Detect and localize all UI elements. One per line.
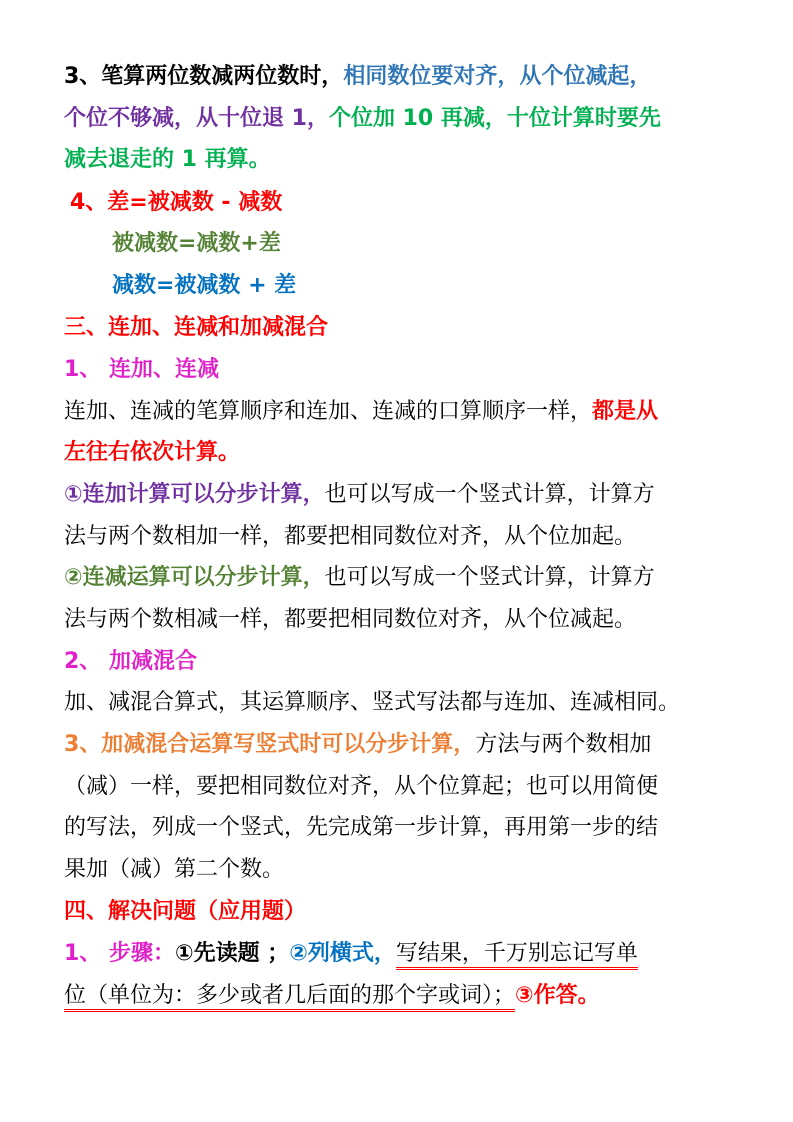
section4-steps-line1 (64, 934, 638, 974)
step-write-result: 写结果，千万别忘记写单 (396, 941, 638, 970)
item4-formula-minuend: 被减数=减数+差 (112, 231, 281, 256)
p3-emphasis: ②连减运算可以分步计算， (64, 565, 325, 590)
section3-p2-line1 (64, 475, 655, 515)
section3-p2-line2: 法与两个数相加一样，都要把相同数位对齐，从个位加起。 (64, 524, 637, 549)
step-read: ①先读题 ； (174, 941, 290, 966)
step-equation: ②列横式， (289, 941, 396, 966)
item3-rule-borrow: 个位不够减，从十位退 1， (64, 106, 329, 131)
steps-number: 1、 (64, 941, 109, 966)
section4-heading: 四、解决问题（应用题） (64, 899, 307, 924)
section3-p5-line1 (64, 725, 651, 765)
section3-heading: 三、连加、连减和加减混合 (64, 315, 329, 340)
section4-steps-line2 (64, 976, 600, 1016)
p3-text: 也可以写成一个竖式计算，计算方 (324, 565, 655, 590)
item3-line2 (64, 99, 661, 139)
section3-p5-line3: 的写法，列成一个竖式，先完成第一步计算，再用第一步的结 (64, 815, 659, 840)
section3-p1-line1 (64, 392, 658, 432)
item4-formula-difference: 4、差=被减数 - 减数 (70, 190, 283, 215)
section3-sub2: 2、 加减混合 (64, 649, 197, 674)
p1-emphasis: 都是从 (592, 399, 659, 424)
section3-p5-line4: 果加（减）第二个数。 (64, 857, 285, 882)
p2-emphasis: ①连加计算可以分步计算， (64, 482, 325, 507)
p2-text: 也可以写成一个竖式计算，计算方 (324, 482, 655, 507)
item3-rule-align: 相同数位要对齐，从个位减起， (343, 64, 652, 89)
step-unit-note: 位（单位为：多少或者几后面的那个字或词）； (64, 983, 515, 1012)
item3-line3: 减去退走的 1 再算。 (64, 147, 271, 172)
section3-p5-line2: （减）一样，要把相同数位对齐，从个位算起；也可以用简便 (64, 774, 659, 799)
step-answer: ③作答。 (515, 983, 600, 1008)
section3-p4: 加、减混合算式，其运算顺序、竖式写法都与连加、连减相同。 (64, 690, 681, 715)
section3-p1-line2: 左往右依次计算。 (64, 440, 241, 465)
item4-formula-subtrahend: 减数=被减数 + 差 (112, 273, 297, 298)
section3-p3-line1 (64, 558, 655, 598)
item3-rule-add10: 个位加 10 再减，十位计算时要先 (328, 106, 661, 131)
section3-p3-line2: 法与两个数相减一样，都要把相同数位对齐，从个位减起。 (64, 607, 637, 632)
steps-label: 步骤： (108, 941, 175, 966)
item3-title: 3、笔算两位数减两位数时， (64, 64, 344, 89)
p1-text: 连加、连减的笔算顺序和连加、连减的口算顺序一样， (64, 399, 593, 424)
item3-line1 (64, 57, 651, 97)
section3-sub1: 1、 连加、连减 (64, 357, 219, 382)
p5-text: 方法与两个数相加 (475, 732, 652, 757)
p5-emphasis: 3、加减混合运算写竖式时可以分步计算， (64, 732, 476, 757)
